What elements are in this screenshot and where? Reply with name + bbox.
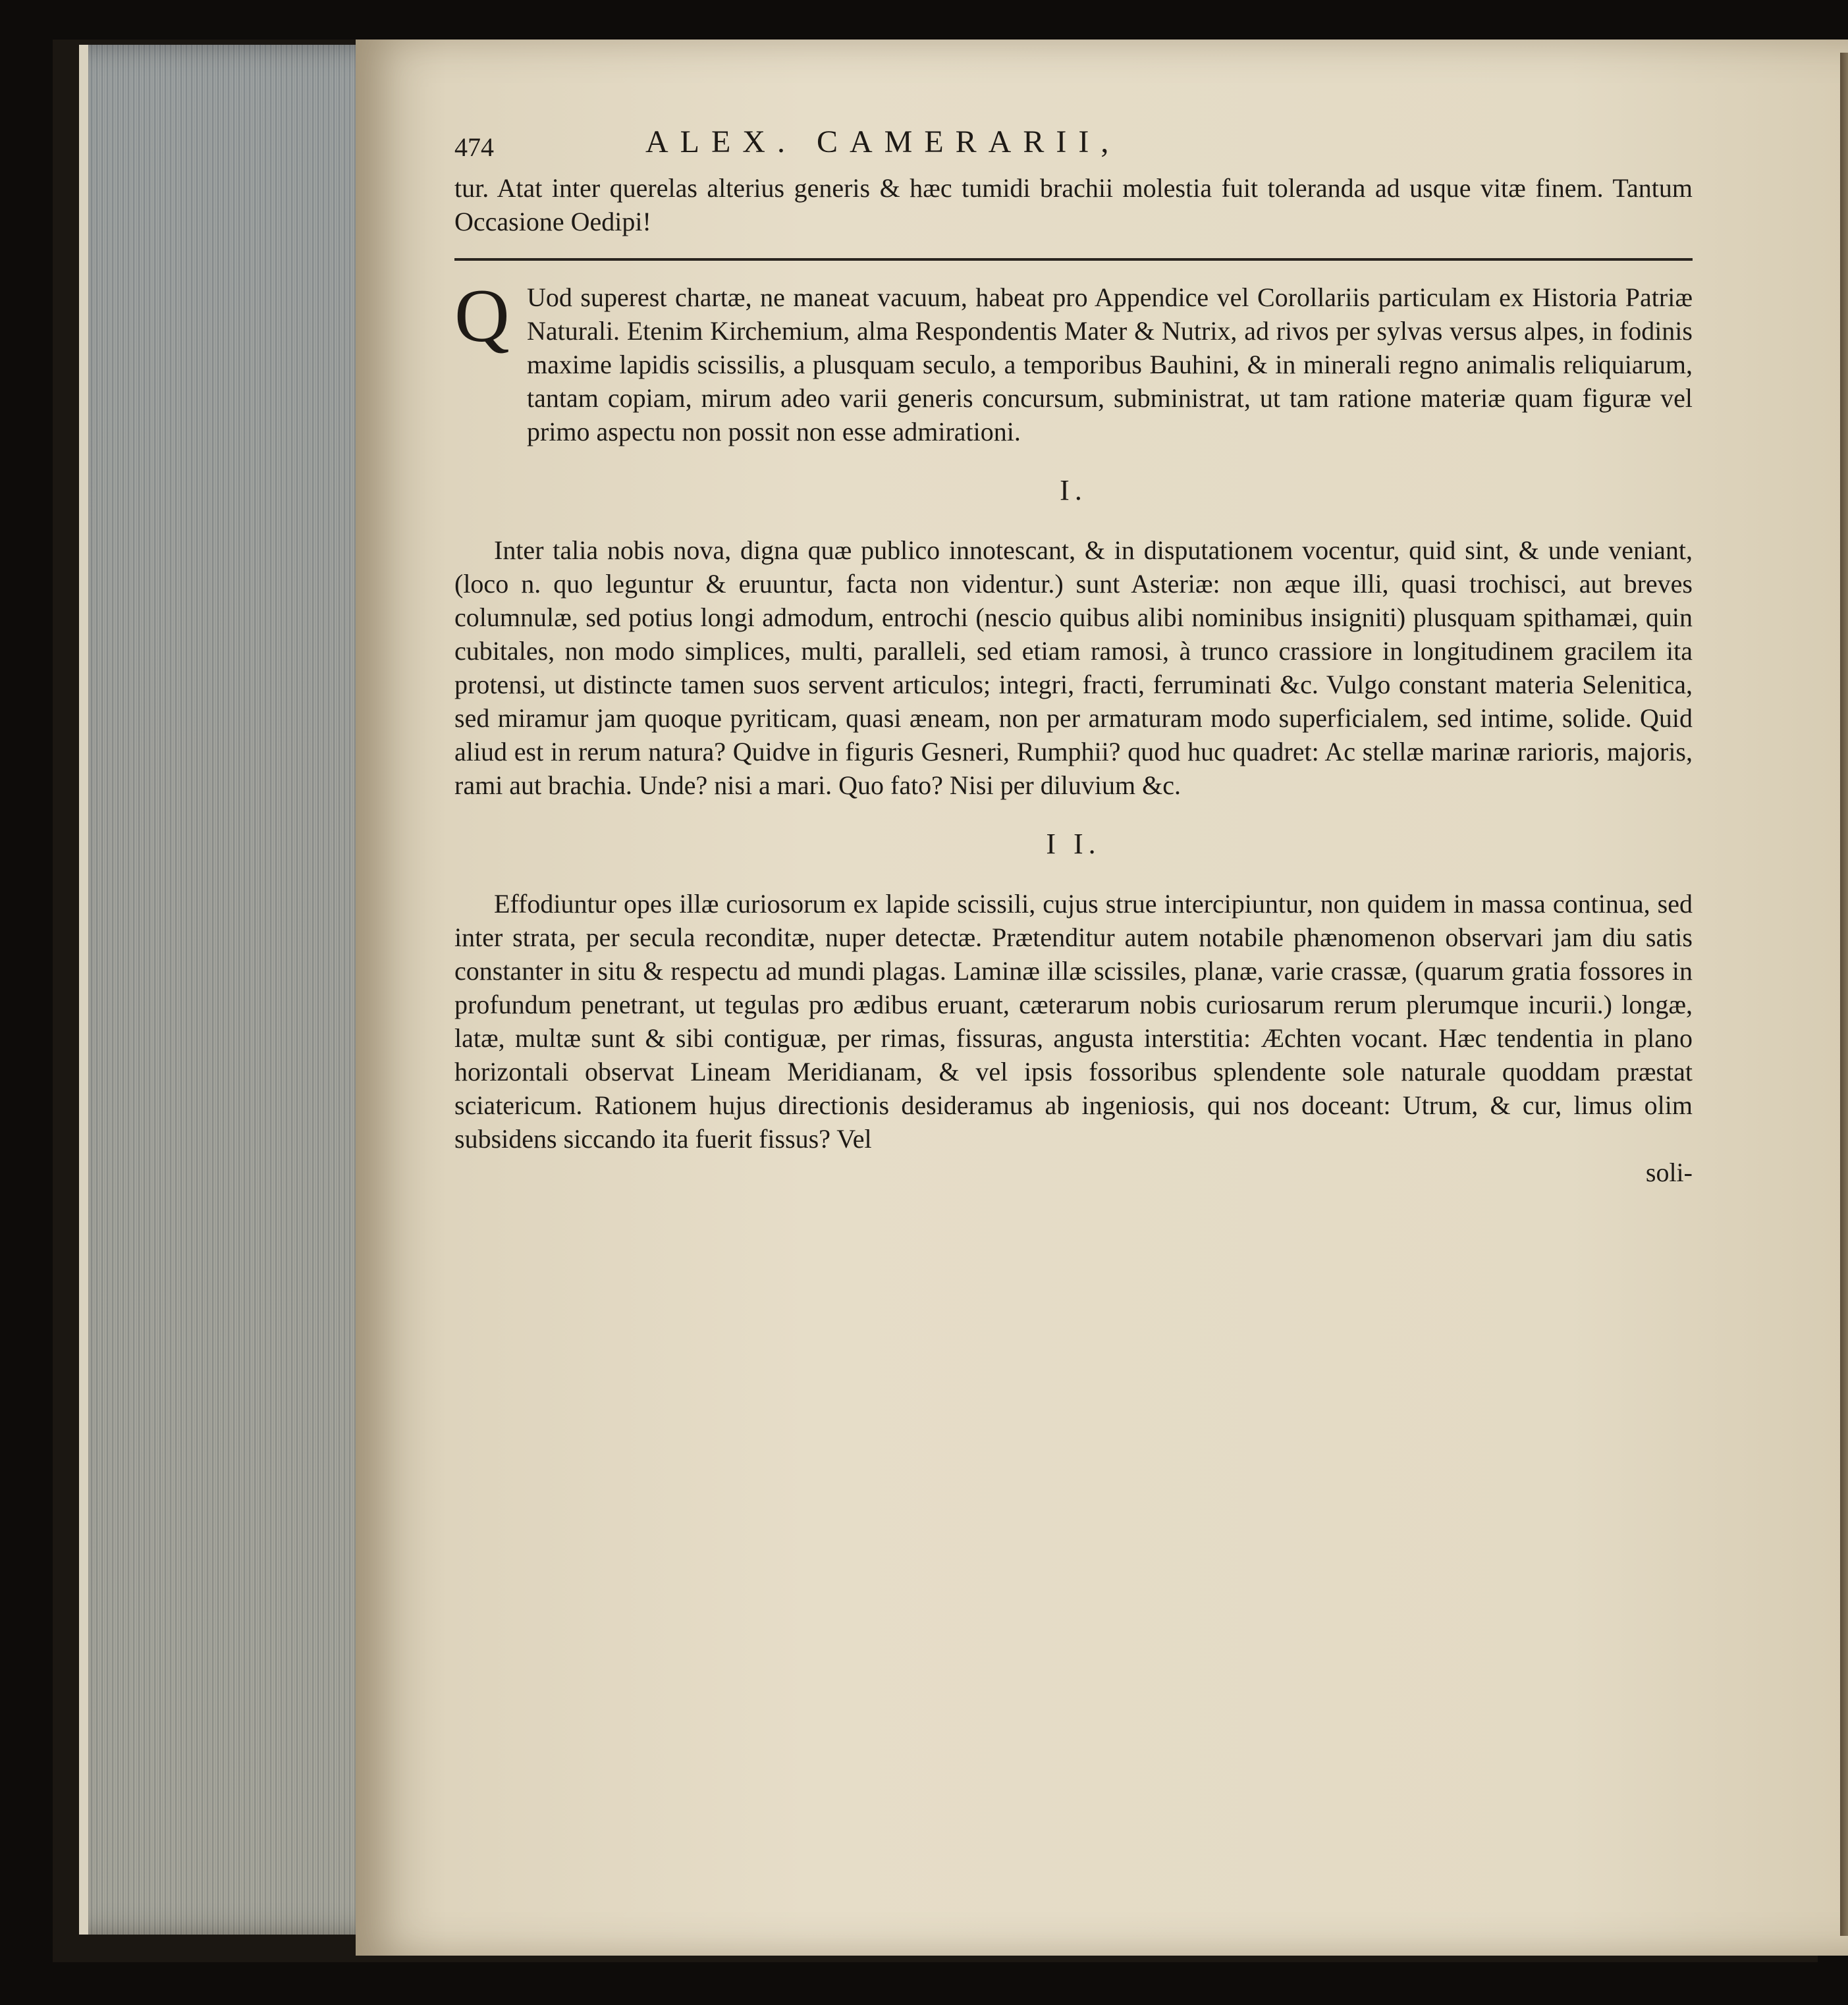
drop-cap: Q xyxy=(454,274,510,358)
intro-text: Uod superest chartæ, ne maneat vacuum, habeat pro Appendice vel Corollariis particulam ex Historia Patriæ Naturali. Etenim Kirchemium, alma Respondentis Mater & Nutrix, ad rivos per sylvas versus alpes, in fodinis maxime lapidis scissilis, a plusquam seculo, a temporibus Bauhini, & in minerali regno animalis reliquiarum, tantam copiam, mirum adeo varii generis concursum, subministrat, ut tam ratione materiæ quam figuræ vel primo aspectu non possit non esse admirationi. xyxy=(527,282,1693,446)
section-rule xyxy=(454,258,1693,261)
running-title: ALEX. CAMERARII, xyxy=(645,124,1121,159)
catchword: soli- xyxy=(1645,1158,1693,1187)
facing-page-edge xyxy=(1840,53,1848,1936)
top-paragraph: tur. Atat inter querelas alterius generis & hæc tumidi brachii molestia fuit toleranda ad usque vitæ finem. Tantum Occasione Oedipi! xyxy=(454,173,1693,236)
intro-paragraph xyxy=(454,274,1693,448)
section-2-paragraph: Effodiuntur opes illæ curiosorum ex lapide scissili, cujus strue intercipiuntur, non quidem in massa continua, sed inter strata, per secula reconditæ, nuper detectæ. Prætenditur autem notabile phænomenon observari jam diu satis constanter in situ & respectu ad mundi plagas. Laminæ illæ scissiles, planæ, varie crassæ, (quarum gratia fossores in profundum penetrant, ut tegulas pro ædibus eruant, cæterarum nobis curiosarum rerum plerumque incurii.) longæ, latæ, multæ sunt & sibi contiguæ, per rimas, fissuras, angusta interstitia: Æchten vocant. Hæc tendentia in plano horizontali observat Lineam Meridianam, & vel ipsis fossoribus splendente sole naturale quoddam præstat sciatericum. Rationem hujus directionis desideramus ab ingeniosis, qui nos doceant: Utrum, & cur, limus olim subsidens siccando ita fuerit fissus? Vel xyxy=(454,889,1693,1154)
page-text-block xyxy=(454,125,1693,1189)
section-heading-2: I I. xyxy=(1046,828,1101,860)
running-head xyxy=(454,125,1693,171)
page-number: 474 xyxy=(454,132,494,162)
section-heading-1: I. xyxy=(1060,474,1087,506)
section-1-paragraph: Inter talia nobis nova, digna quæ publico innotescant, & in disputationem vocentur, quid sint, & unde veniant, (loco n. quo leguntur & eruuntur, facta non videntur.) sunt Asteriæ: non æque illi, quasi trochisci, aut breves columnulæ, sed potius longi admodum, entrochi (nescio quibus alibi nominibus insigniti) plusquam spithamæi, quin cubitales, non modo simplices, multi, paralleli, sed etiam ramosi, à trunco crassiore in longitudinem gracilem ita protensi, ut distincte tamen suos servent articulos; integri, fracti, ferruminati &c. Vulgo constant materia Selenitica, sed miramur jam quoque pyriticam, quasi æneam, non per armaturam modo superficialem, sed intime, solide. Quid aliud est in rerum natura? Quidve in figuris Gesneri, Rumphii? quod huc quadret: Ac stellæ marinæ rarioris, majoris, rami aut brachia. Unde? nisi a mari. Quo fato? Nisi per diluvium &c. xyxy=(454,535,1693,800)
